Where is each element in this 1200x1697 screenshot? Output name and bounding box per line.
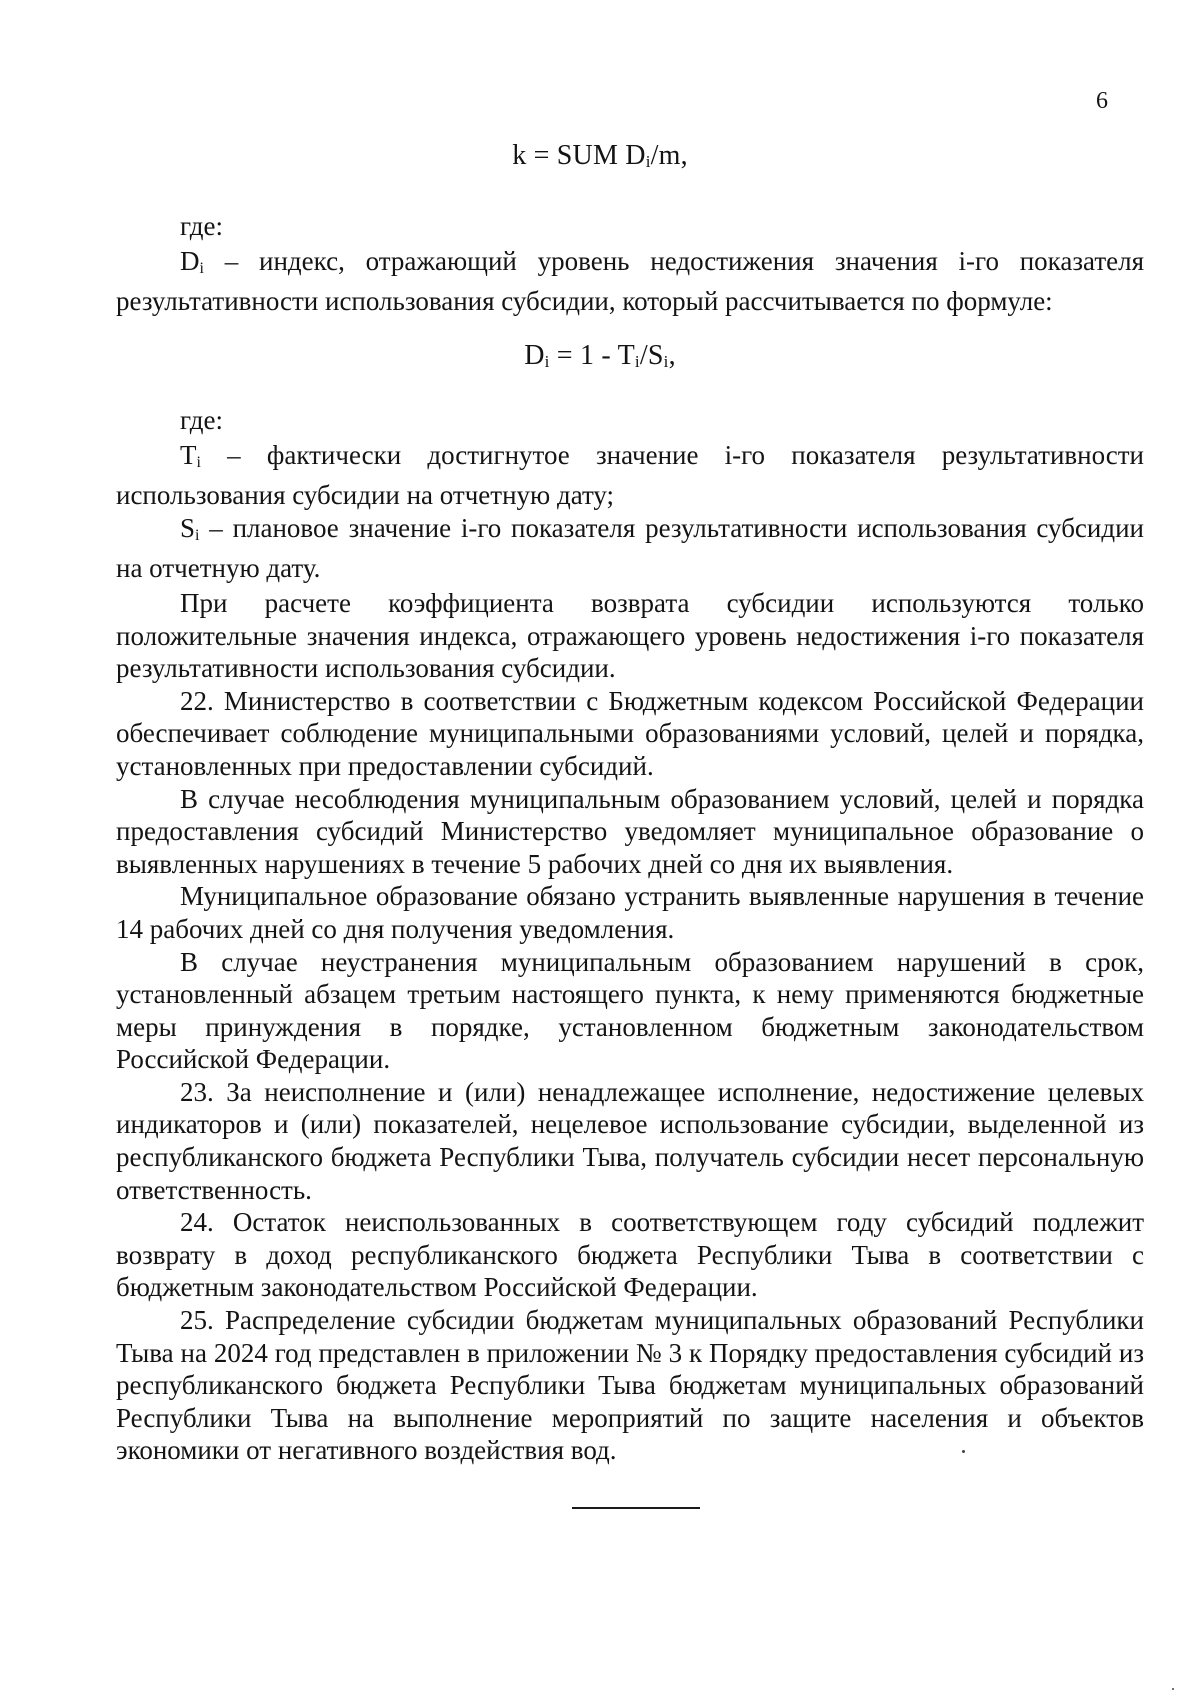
paragraph: 23. За неисполнение и (или) ненадлежащее исполнение, недостижение целевых индикаторов и (или) показателей, нецелевое использование субсидии, выделенной из республиканского бюджета Республики Тыва, получатель субсидии несет персональную ответственность. <box>116 1076 1144 1205</box>
paragraph: 24. Остаток неиспользованных в соответствующем году субсидий подлежит возврату в доход республиканского бюджета Республики Тыва в соответствии с бюджетным законодательством Российской Федерации. <box>116 1207 1144 1303</box>
formula-d: $D_i = 1 - T_i/S_i$, <box>524 340 676 371</box>
paragraph: 22. Министерство в соответствии с Бюджетным кодексом Российской Федерации обеспечивает соблюдение муниципальными образованиями условий, целей и порядка, установленных при предоставлении субсидий. <box>116 685 1144 781</box>
scan-speck <box>962 1450 965 1453</box>
ti-definition: $T_i$ – фактически достигнутое значение i-го показателя результативности использования субсидии на отчетную дату; <box>116 439 1144 511</box>
where-label-1: где: <box>180 211 223 241</box>
page-number: 6 <box>1096 88 1108 114</box>
formula-k: k = SUM $D_i/m$, <box>512 140 688 171</box>
where-label-2: где: <box>180 405 223 435</box>
paragraph: 25. Распределение субсидии бюджетам муниципальных образований Республики Тыва на 2024 год представлен в приложении № 3 к Порядку предоставления субсидий из республиканского бюджета Республики Тыва бюджетам муниципальных образований Республики Тыва на выполнение мероприятий по защите населения и объектов экономики от негативного воздействия вод. <box>116 1305 1144 1466</box>
main-text <box>116 404 1144 1467</box>
paragraph: В случае несоблюдения муниципальным образованием условий, целей и порядка предоставления субсидий Министерство уведомляет муниципальное образование о выявленных нарушениях в течение 5 рабочих дней со дня их выявления. <box>116 783 1144 879</box>
paragraph: Муниципальное образование обязано устранить выявленные нарушения в течение 14 рабочих дней со дня получения уведомления. <box>116 881 1144 944</box>
di-definition: $D_i$ – индекс, отражающий уровень недостижения значения i-го показателя результативности использования субсидии, который рассчитывается по формуле: <box>116 245 1144 317</box>
scan-speck <box>1172 1688 1174 1690</box>
end-divider <box>572 1507 700 1509</box>
si-definition: $S_i$ – плановое значение i-го показателя результативности использования субсидии на отчетную дату. <box>116 512 1144 584</box>
paragraph: В случае неустранения муниципальным образованием нарушений в срок, установленный абзацем третьим настоящего пункта, к нему применяются бюджетные меры принуждения в порядке, установленном бюджетным законодательством Российской Федерации. <box>116 946 1144 1075</box>
paragraph: При расчете коэффициента возврата субсидии используются только положительные значения индекса, отражающего уровень недостижения i-го показателя результативности использования субсидии. <box>116 587 1144 684</box>
where-block-1 <box>116 210 1144 318</box>
